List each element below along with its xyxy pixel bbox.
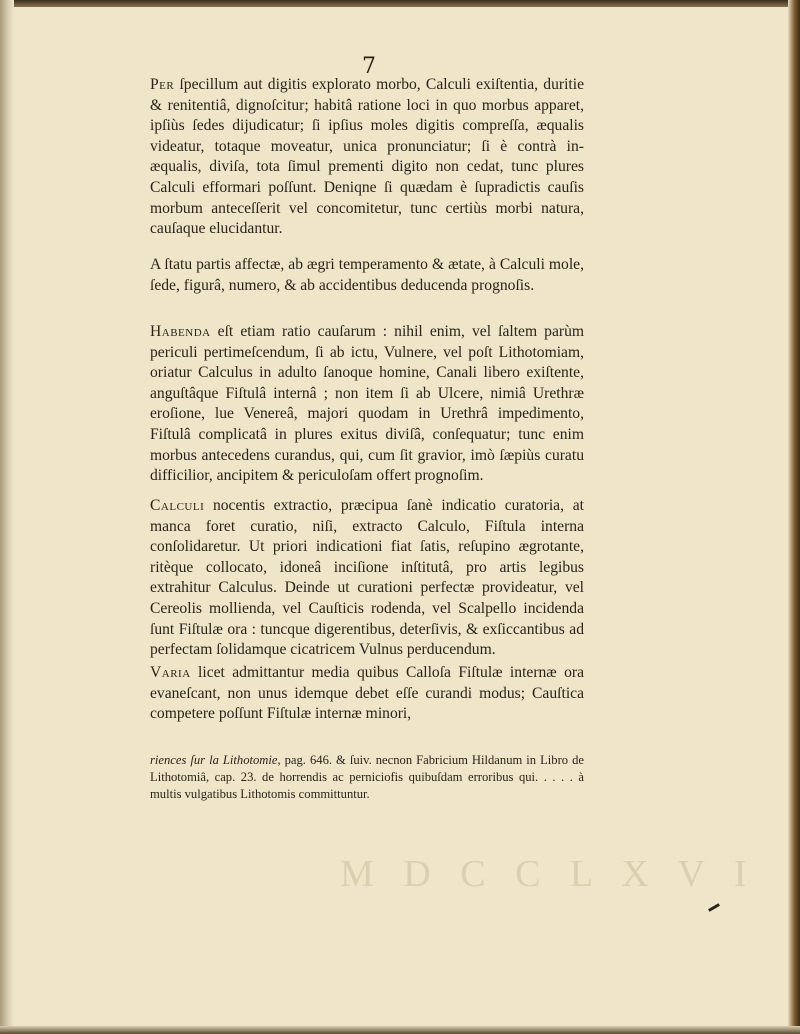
ink-mark <box>708 903 720 912</box>
paragraph-1 <box>150 75 584 240</box>
footnote-italic: riences ſur la Lithotomie <box>150 753 278 767</box>
page-number: 7 <box>362 54 376 79</box>
paragraph-4 <box>150 496 584 661</box>
footnote-text: , pag. 646. & ſuiv. necnon Fabricium Hildanum in Libro de Lithotomiâ, cap. 23. de horrendis ac perniciofis quibuſdam erroribus qui. . . . . à multis vulgatibus Lithotomis committuntur. <box>150 753 584 801</box>
paragraph-text: eſt etiam ratio cauſarum : nihil enim, vel ſaltem parùm periculi pertimeſcendum, ſi ab ictu, Vulnere, vel poſt Lithotomiam, oriatur Calculus in adulto ſanoque homine, Canali libero exiſtente, anguſtâque Fiſtulâ internâ ; non item ſi ab Ulcere, nimiâ Urethræ eroſione, lue Venereâ, majori quodam in Urethrâ impedimento, Fiſtulâ complicatâ in plures exitus diviſâ, conſequatur; tunc enim morbus antecedens curandus, qui, cum ſit gravior, imò ſæpiùs curatu difficilior, ancipitem & periculoſam offert prognoſim. <box>150 323 584 485</box>
paragraph-text: A ſtatu partis affectæ, ab ægri temperamento & ætate, à Calculi mole, ſede, figurâ, numero, & ab accidentibus deducenda prognoſis. <box>150 256 584 294</box>
footnote <box>150 752 584 803</box>
paragraph-lead: Calculi <box>150 497 205 514</box>
paragraph-text: ſpecillum aut digitis explorato morbo, Calculi exiſtentia, duritie & renitentiâ, dignoſcitur; habitâ ratione loci in quo morbus apparet, ipſiùs ſedes dijudicatur; ſi ipſius moles digitis compreſſa, æqualis videatur, totaque moveatur, unica pronunciatur; ſi è contrà in-æqualis, diviſa, tota ſimul prementi digito non cedat, tunc plures Calculi efformari poſſunt. Deniqne ſi quædam è ſupradictis cauſis morbum anteceſſerit vel concomitetur, tunc certiùs morbi natura, cauſaque elucidantur. <box>150 76 584 238</box>
paragraph-lead: Varia <box>150 664 191 681</box>
bleed-through-text: M D C C L X V I <box>340 853 757 895</box>
paragraph-lead: Per <box>150 76 175 93</box>
paragraph-text: nocentis extractio, præcipua ſanè indicatio curatoria, at manca foret curatio, niſi, extracto Calculo, Fiſtula interna conſolidaretur. Ut priori indicationi fiat ſatis, reſupino ægrotante, ritèque collocato, idoneâ inciſione inſtitutâ, pro artis legibus extrahitur Calculus. Deinde ut curationi perfectæ provideatur, vel Cereolis mollienda, vel Cauſticis rodenda, vel Scalpello incidenda ſunt Fiſtulæ ora : tuncque digerentibus, deterſivis, & exſiccantibus ad perfectam ſolidamque cicatricem Vulnus perducendum. <box>150 497 584 659</box>
paragraph-3 <box>150 322 584 487</box>
paragraph-text: licet admittantur media quibus Calloſa Fiſtulæ internæ ora evaneſcant, non unus idemque debet eſſe curandi modus; Cauſtica competere poſſunt Fiſtulæ internæ minori, <box>150 664 584 723</box>
paragraph-2 <box>150 255 584 296</box>
page-right-edge <box>788 0 800 1034</box>
page-binding-edge <box>0 0 14 1034</box>
page-top-edge <box>0 0 800 7</box>
page-bottom-edge <box>0 1026 800 1034</box>
paragraph-lead: Habenda <box>150 323 211 340</box>
paragraph-5 <box>150 663 584 725</box>
